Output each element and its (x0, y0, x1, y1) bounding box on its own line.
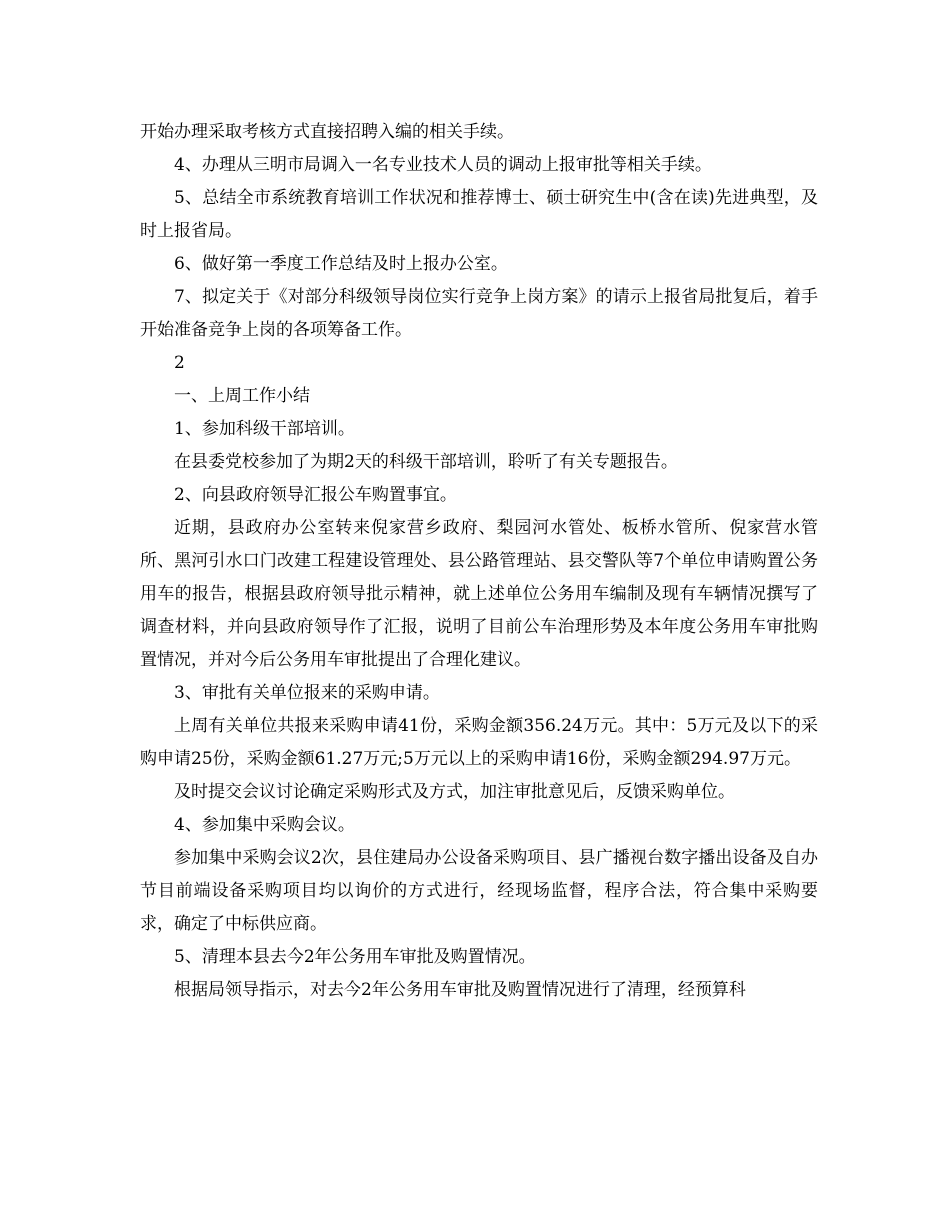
item-heading: 5、清理本县去今2年公务用车审批及购置情况。 (174, 947, 536, 967)
section-heading: 一、上周工作小结 (174, 386, 310, 406)
paragraph: 7、拟定关于《对部分科级领导岗位实行竞争上岗方案》的请示上报省局批复后，着手开始准备竞争上岗的各项筹备工作。 (140, 287, 818, 340)
item-heading: 2、向县政府领导汇报公车购置事宜。 (174, 485, 457, 505)
page-number-marker: 2 (174, 353, 185, 373)
paragraph: 近期，县政府办公室转来倪家营乡政府、梨园河水管处、板桥水管所、倪家营水管所、黑河引水口门改建工程建设管理处、县公路管理站、县交警队等7个单位申请购置公务用车的报告，根据县政府领导批示精神，就上述单位公务用车编制及现有车辆情况撰写了调查材料，并向县政府领导作了汇报，说明了目前公车治理形势及本年度公务用车审批购置情况，并对今后公务用车审批提出了合理化建议。 (140, 518, 818, 670)
paragraph: 及时提交会议讨论确定采购形式及方式，加注审批意见后，反馈采购单位。 (174, 782, 735, 802)
item-heading: 1、参加科级干部培训。 (174, 419, 355, 439)
item-heading: 4、参加集中采购会议。 (174, 815, 355, 835)
paragraph: 上周有关单位共报来采购申请41份，采购金额356.24万元。其中：5万元及以下的采购申请25份，采购金额61.27万元;5万元以上的采购申请16份，采购金额294.97万元。 (140, 716, 818, 769)
item-heading: 3、审批有关单位报来的采购申请。 (174, 683, 440, 703)
paragraph: 5、总结全市系统教育培训工作状况和推荐博士、硕士研究生中(含在读)先进典型，及时上报省局。 (140, 188, 818, 241)
paragraph: 参加集中采购会议2次，县住建局办公设备采购项目、县广播视台数字播出设备及自办节目前端设备采购项目均以询价的方式进行，经现场监督，程序合法，符合集中采购要求，确定了中标供应商。 (140, 848, 818, 934)
paragraph: 根据局领导指示，对去今2年公务用车审批及购置情况进行了清理，经预算科 (174, 980, 746, 1000)
paragraph: 4、办理从三明市局调入一名专业技术人员的调动上报审批等相关手续。 (174, 155, 712, 175)
paragraph: 在县委党校参加了为期2天的科级干部培训，聆听了有关专题报告。 (174, 452, 678, 472)
paragraph: 开始办理采取考核方式直接招聘入编的相关手续。 (140, 122, 514, 142)
document-body (140, 116, 818, 1007)
paragraph: 6、做好第一季度工作总结及时上报办公室。 (174, 254, 508, 274)
